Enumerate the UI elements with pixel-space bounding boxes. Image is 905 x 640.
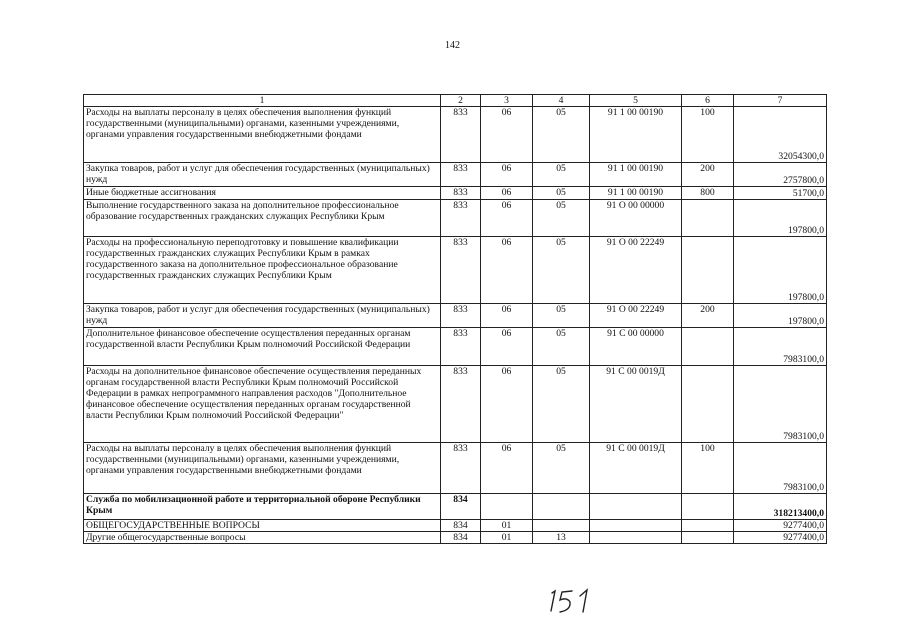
column-header: 6 bbox=[682, 95, 734, 107]
row-section: 06 bbox=[481, 107, 533, 163]
row-target-code: 91 1 00 00190 bbox=[590, 163, 682, 187]
table-row bbox=[84, 366, 827, 443]
row-name: ОБЩЕГОСУДАРСТВЕННЫЕ ВОПРОСЫ bbox=[84, 520, 441, 532]
row-name: Иные бюджетные ассигнования bbox=[84, 187, 441, 200]
row-expense-type bbox=[682, 237, 734, 304]
row-ministry-code: 834 bbox=[441, 520, 481, 532]
row-target-code bbox=[590, 532, 682, 544]
table-row bbox=[84, 187, 827, 200]
row-name: Дополнительное финансовое обеспечение осуществления переданных органам государственной власти Республики Крым полномочий Российской Федерации bbox=[84, 328, 441, 366]
row-expense-type bbox=[682, 200, 734, 237]
row-name: Другие общегосударственные вопросы bbox=[84, 532, 441, 544]
row-name: Расходы на дополнительное финансовое обеспечение осуществления переданных органам государственной власти Республики Крым полномочий Российской Федерации в рамках непрограммного направления расходов "Дополнительное финансовое обеспечение осуществления переданных органам государственной власти Республики Крым полномочий Российской Федерации" bbox=[84, 366, 441, 443]
row-amount: 197800,0 bbox=[734, 304, 827, 328]
page-number: 142 bbox=[445, 40, 460, 51]
row-section: 06 bbox=[481, 200, 533, 237]
row-name: Расходы на выплаты персоналу в целях обеспечения выполнения функций государственными (муниципальными) органами, казенными учреждениями, органами управления государственными внебюджетными фондами bbox=[84, 443, 441, 494]
row-expense-type bbox=[682, 328, 734, 366]
row-name: Закупка товаров, работ и услуг для обеспечения государственных (муниципальных) нужд bbox=[84, 304, 441, 328]
row-target-code: 91 С 00 0019Д bbox=[590, 443, 682, 494]
row-subsection bbox=[533, 520, 590, 532]
row-subsection: 05 bbox=[533, 187, 590, 200]
row-section: 01 bbox=[481, 520, 533, 532]
row-section: 06 bbox=[481, 187, 533, 200]
row-amount: 7983100,0 bbox=[734, 443, 827, 494]
column-header: 7 bbox=[734, 95, 827, 107]
row-target-code bbox=[590, 520, 682, 532]
row-section: 06 bbox=[481, 443, 533, 494]
row-amount: 32054300,0 bbox=[734, 107, 827, 163]
row-ministry-code: 833 bbox=[441, 304, 481, 328]
row-expense-type bbox=[682, 520, 734, 532]
row-expense-type bbox=[682, 494, 734, 520]
row-subsection: 05 bbox=[533, 200, 590, 237]
row-amount: 7983100,0 bbox=[734, 366, 827, 443]
row-subsection: 05 bbox=[533, 304, 590, 328]
row-target-code bbox=[590, 494, 682, 520]
row-name: Выполнение государственного заказа на дополнительное профессиональное образование государственных гражданских служащих Республики Крым bbox=[84, 200, 441, 237]
row-subsection: 05 bbox=[533, 163, 590, 187]
row-subsection: 05 bbox=[533, 443, 590, 494]
row-section: 01 bbox=[481, 532, 533, 544]
row-ministry-code: 833 bbox=[441, 328, 481, 366]
table-row bbox=[84, 200, 827, 237]
row-amount: 9277400,0 bbox=[734, 520, 827, 532]
row-ministry-code: 833 bbox=[441, 366, 481, 443]
row-amount: 197800,0 bbox=[734, 200, 827, 237]
row-amount: 9277400,0 bbox=[734, 532, 827, 544]
column-header: 5 bbox=[590, 95, 682, 107]
row-subsection: 05 bbox=[533, 107, 590, 163]
row-target-code: 91 О 00 22249 bbox=[590, 237, 682, 304]
table-row bbox=[84, 443, 827, 494]
row-expense-type bbox=[682, 366, 734, 443]
row-expense-type: 200 bbox=[682, 304, 734, 328]
row-amount: 7983100,0 bbox=[734, 328, 827, 366]
row-amount: 51700,0 bbox=[734, 187, 827, 200]
row-subsection: 13 bbox=[533, 532, 590, 544]
row-section bbox=[481, 494, 533, 520]
table-row bbox=[84, 237, 827, 304]
row-expense-type: 100 bbox=[682, 443, 734, 494]
row-ministry-code: 833 bbox=[441, 107, 481, 163]
row-target-code: 91 С 00 00000 bbox=[590, 328, 682, 366]
row-target-code: 91 О 00 22249 bbox=[590, 304, 682, 328]
row-amount: 197800,0 bbox=[734, 237, 827, 304]
row-name: Расходы на выплаты персоналу в целях обеспечения выполнения функций государственными (муниципальными) органами, казенными учреждениями, органами управления государственными внебюджетными фондами bbox=[84, 107, 441, 163]
table-header-row bbox=[84, 95, 827, 107]
row-expense-type: 100 bbox=[682, 107, 734, 163]
table-row bbox=[84, 304, 827, 328]
row-ministry-code: 834 bbox=[441, 532, 481, 544]
table-row bbox=[84, 494, 827, 520]
row-ministry-code: 833 bbox=[441, 200, 481, 237]
row-amount: 2757800,0 bbox=[734, 163, 827, 187]
column-header: 3 bbox=[481, 95, 533, 107]
row-subsection: 05 bbox=[533, 366, 590, 443]
table-row bbox=[84, 520, 827, 532]
row-target-code: 91 1 00 00190 bbox=[590, 187, 682, 200]
table-row bbox=[84, 107, 827, 163]
row-name: Закупка товаров, работ и услуг для обеспечения государственных (муниципальных) нужд bbox=[84, 163, 441, 187]
row-ministry-code: 833 bbox=[441, 187, 481, 200]
row-ministry-code: 833 bbox=[441, 443, 481, 494]
row-expense-type: 800 bbox=[682, 187, 734, 200]
row-expense-type: 200 bbox=[682, 163, 734, 187]
table-row bbox=[84, 163, 827, 187]
table-row bbox=[84, 328, 827, 366]
row-ministry-code: 833 bbox=[441, 237, 481, 304]
table-row bbox=[84, 532, 827, 544]
row-target-code: 91 1 00 00190 bbox=[590, 107, 682, 163]
row-ministry-code: 834 bbox=[441, 494, 481, 520]
row-subsection: 05 bbox=[533, 237, 590, 304]
row-target-code: 91 О 00 00000 bbox=[590, 200, 682, 237]
row-name: Служба по мобилизационной работе и территориальной обороне Республики Крым bbox=[84, 494, 441, 520]
budget-table bbox=[83, 94, 827, 544]
row-subsection: 05 bbox=[533, 328, 590, 366]
row-section: 06 bbox=[481, 237, 533, 304]
row-section: 06 bbox=[481, 366, 533, 443]
row-expense-type bbox=[682, 532, 734, 544]
row-subsection bbox=[533, 494, 590, 520]
row-section: 06 bbox=[481, 304, 533, 328]
row-target-code: 91 С 00 0019Д bbox=[590, 366, 682, 443]
column-header: 4 bbox=[533, 95, 590, 107]
handwritten-page-mark bbox=[545, 585, 595, 615]
column-header: 1 bbox=[84, 95, 441, 107]
row-ministry-code: 833 bbox=[441, 163, 481, 187]
row-name: Расходы на профессиональную переподготовку и повышение квалификации государственных гражданских служащих Республики Крым в рамках государственного заказа на дополнительное профессиональное образование государственных гражданских служащих Республики Крым bbox=[84, 237, 441, 304]
row-section: 06 bbox=[481, 163, 533, 187]
column-header: 2 bbox=[441, 95, 481, 107]
row-amount: 318213400,0 bbox=[734, 494, 827, 520]
row-section: 06 bbox=[481, 328, 533, 366]
